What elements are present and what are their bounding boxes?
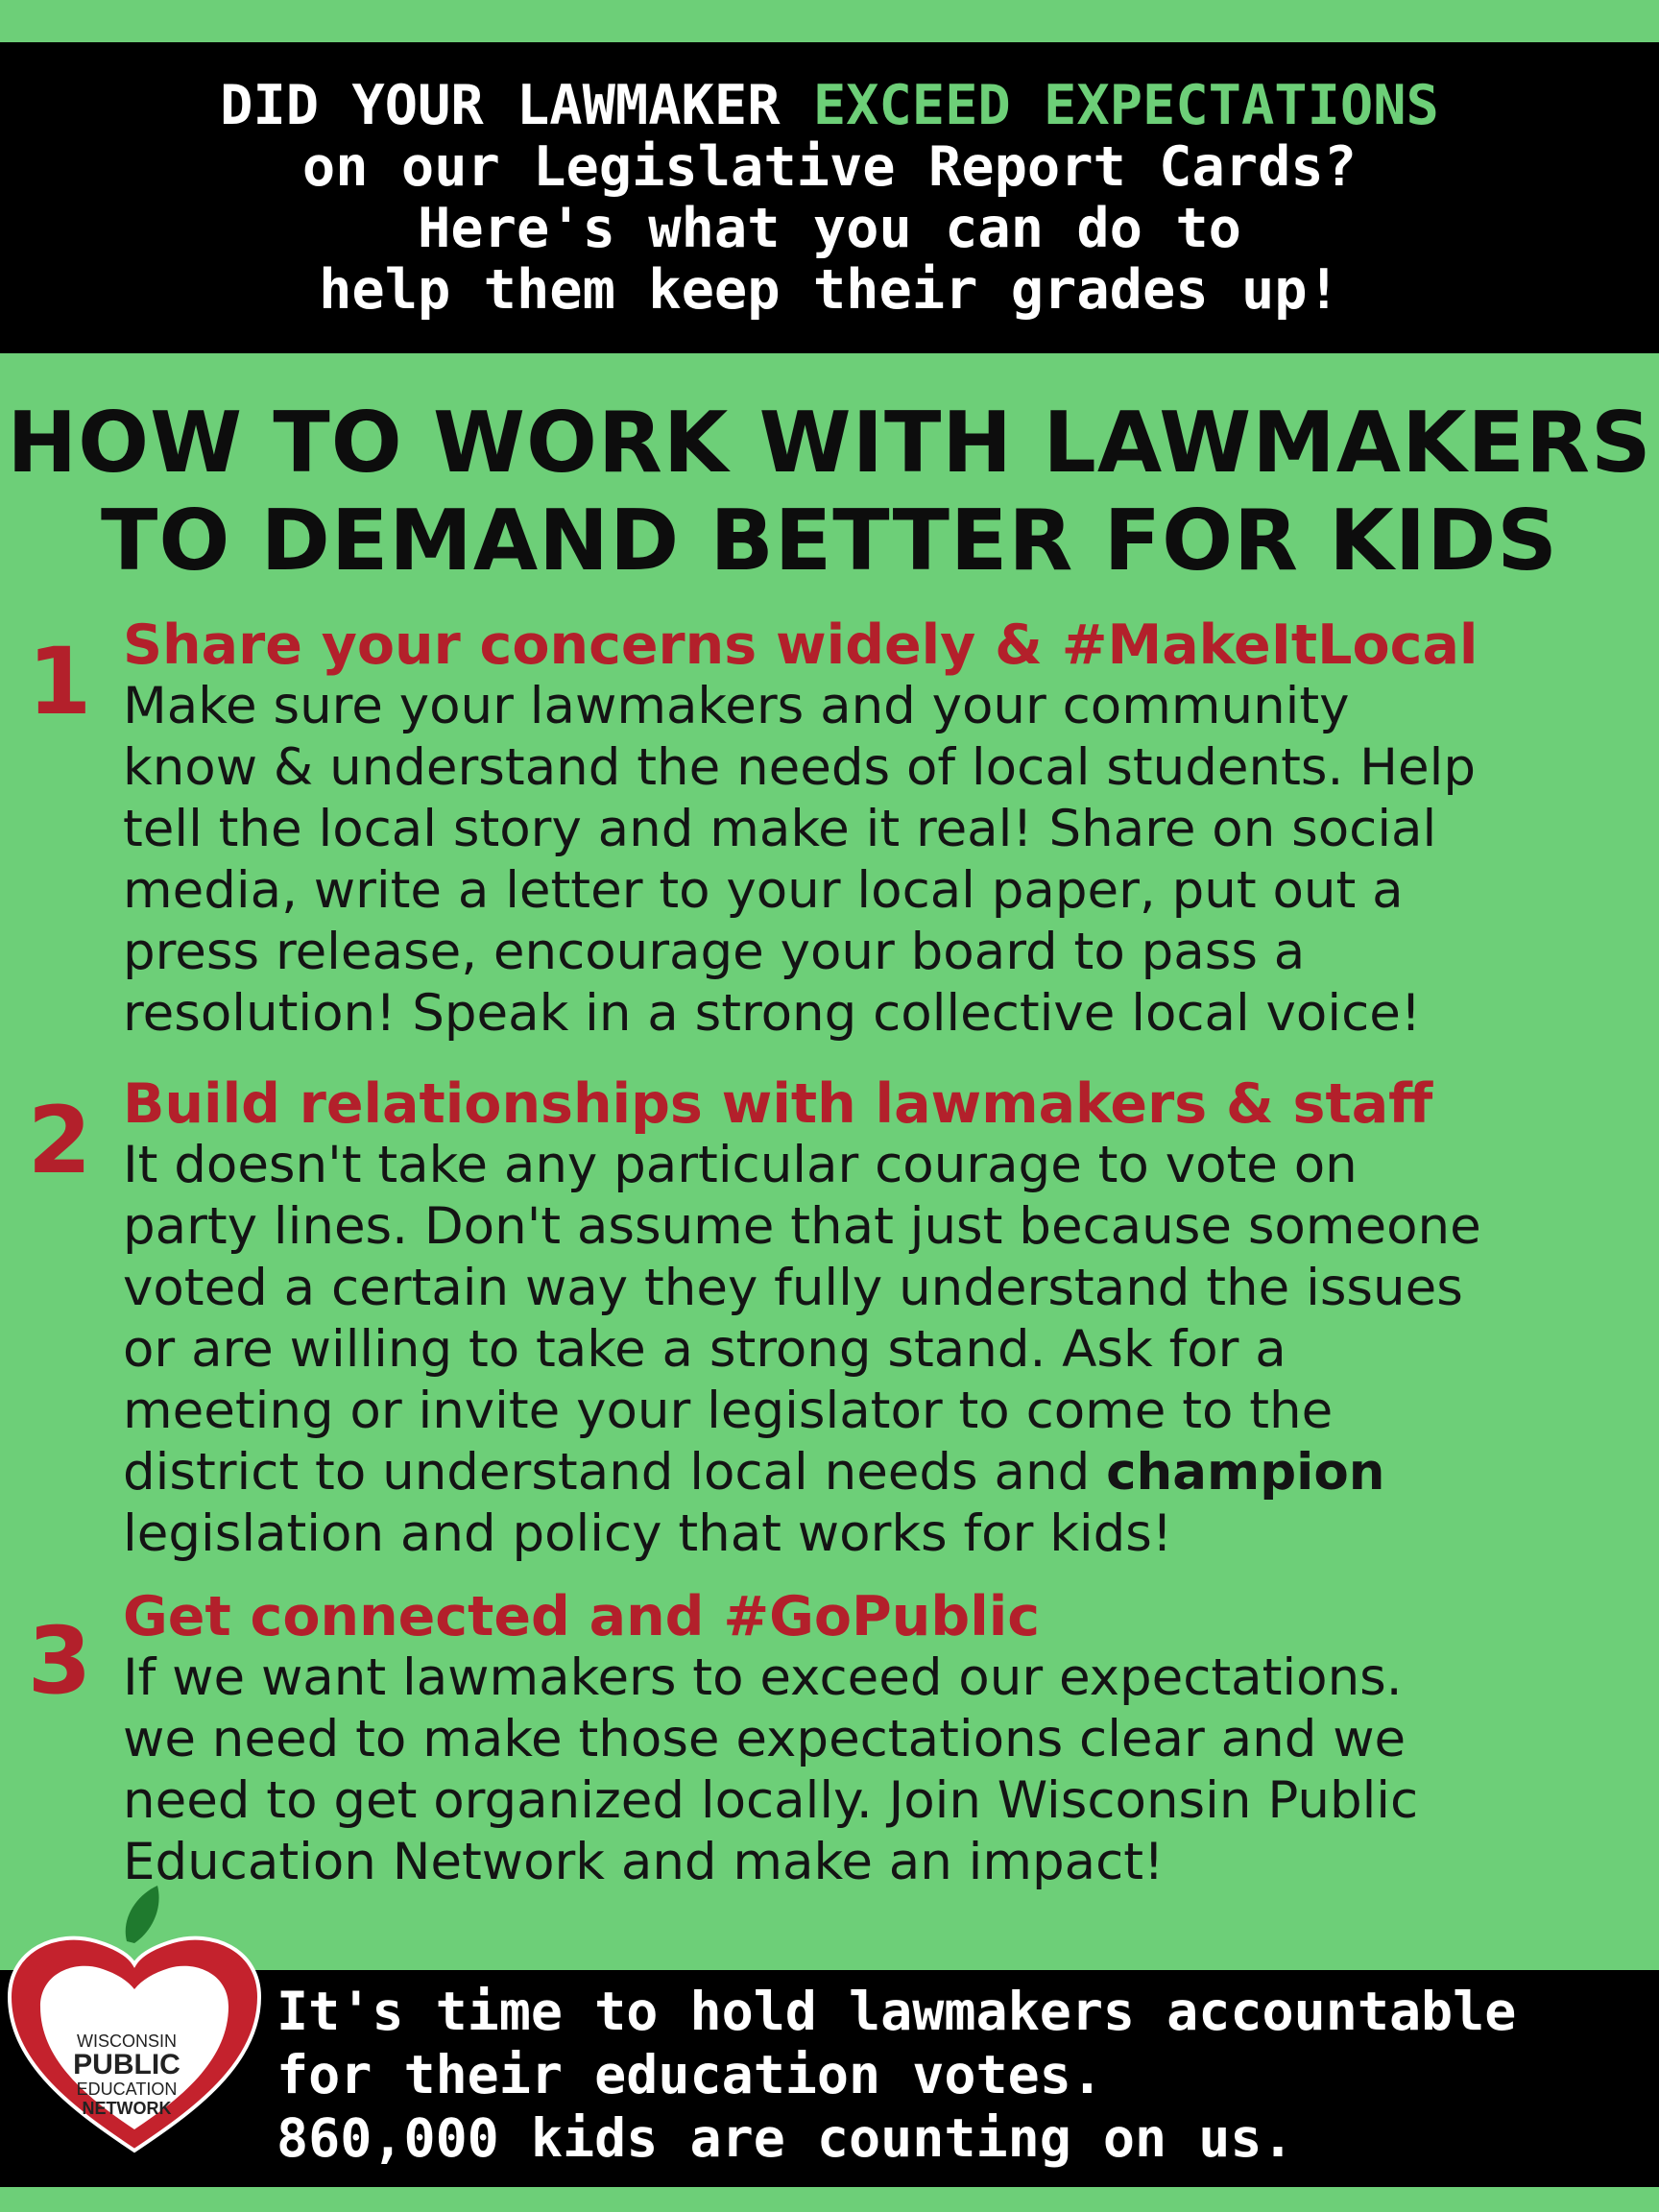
step-2-emphasis: champion	[1106, 1443, 1385, 1502]
step-3-line: we need to make those expectations clear and we	[123, 1710, 1407, 1768]
step-1-number: 1	[27, 628, 92, 735]
step-3-line: Education Network and make an impact!	[123, 1833, 1165, 1891]
footer-text	[276, 1980, 1649, 2170]
step-3-line: need to get organized locally. Join Wisconsin Public	[123, 1771, 1419, 1830]
step-1-line: know & understand the needs of local students. Help	[123, 738, 1477, 797]
step-1-line: resolution! Speak in a strong collective local voice!	[123, 984, 1422, 1043]
page-title	[0, 394, 1659, 589]
step-2-line	[123, 1442, 1640, 1503]
step-2-text	[123, 1135, 1640, 1565]
apple-logo-icon	[0, 1882, 269, 2170]
banner-line-1-start: DID YOUR LAWMAKER	[220, 74, 813, 137]
step-3-number: 3	[27, 1607, 92, 1715]
logo-wordmark	[50, 2032, 204, 2118]
step-1-line: Make sure your lawmakers and your community	[123, 677, 1350, 735]
step-3-title: Get connected and #GoPublic	[123, 1585, 1041, 1648]
banner-line-2: on our Legislative Report Cards?	[301, 135, 1358, 199]
footer-line-1: It's time to hold lawmakers accountable	[276, 1981, 1517, 2042]
leaf-icon	[126, 1886, 159, 1943]
step-2-body	[123, 1073, 1640, 1565]
footer-line-3: 860,000 kids are counting on us.	[276, 2107, 1294, 2169]
step-1-line: tell the local story and make it real! Share on social	[123, 800, 1437, 858]
step-3-line: If we want lawmakers to exceed our expectations.	[123, 1648, 1403, 1707]
banner-line-3: Here's what you can do to	[418, 197, 1241, 260]
banner-line-4: help them keep their grades up!	[319, 258, 1340, 322]
logo-line-3: EDUCATION	[76, 2080, 178, 2099]
step-3-text	[123, 1647, 1640, 1893]
logo-line-4: NETWORK	[82, 2099, 172, 2118]
step-2-line: meeting or invite your legislator to come to the	[123, 1382, 1334, 1440]
footer-line-2: for their education votes.	[276, 2044, 1103, 2105]
step-2-line: It doesn't take any particular courage to vote on	[123, 1136, 1358, 1194]
step-2-line: party lines. Don't assume that just because someone	[123, 1197, 1481, 1256]
step-2-number: 2	[27, 1087, 92, 1194]
banner-highlight: EXCEED EXPECTATIONS	[812, 74, 1439, 137]
step-2-line-start: district to understand local needs and	[123, 1443, 1107, 1502]
headline-line-1: HOW TO WORK WITH LAWMAKERS	[7, 394, 1652, 492]
step-2-title: Build relationships with lawmakers & staff	[123, 1072, 1433, 1136]
step-1-body	[123, 614, 1640, 1045]
step-1-title: Share your concerns widely & #MakeItLocal	[123, 613, 1479, 677]
step-1-line: press release, encourage your board to pass a	[123, 923, 1306, 981]
step-2-line: or are willing to take a strong stand. Ask for a	[123, 1320, 1286, 1379]
step-1-line: media, write a letter to your local paper, put out a	[123, 861, 1404, 920]
headline-line-2: TO DEMAND BETTER FOR KIDS	[101, 492, 1558, 589]
step-2-line: voted a certain way they fully understand the issues	[123, 1259, 1463, 1317]
step-1-text	[123, 676, 1640, 1045]
step-2-line: legislation and policy that works for kids!	[123, 1504, 1173, 1563]
step-3-body	[123, 1586, 1640, 1893]
logo-line-2: PUBLIC	[73, 2049, 180, 2080]
banner-line-1	[220, 75, 1439, 136]
logo-line-1: WISCONSIN	[76, 2032, 177, 2051]
top-banner	[0, 42, 1659, 353]
